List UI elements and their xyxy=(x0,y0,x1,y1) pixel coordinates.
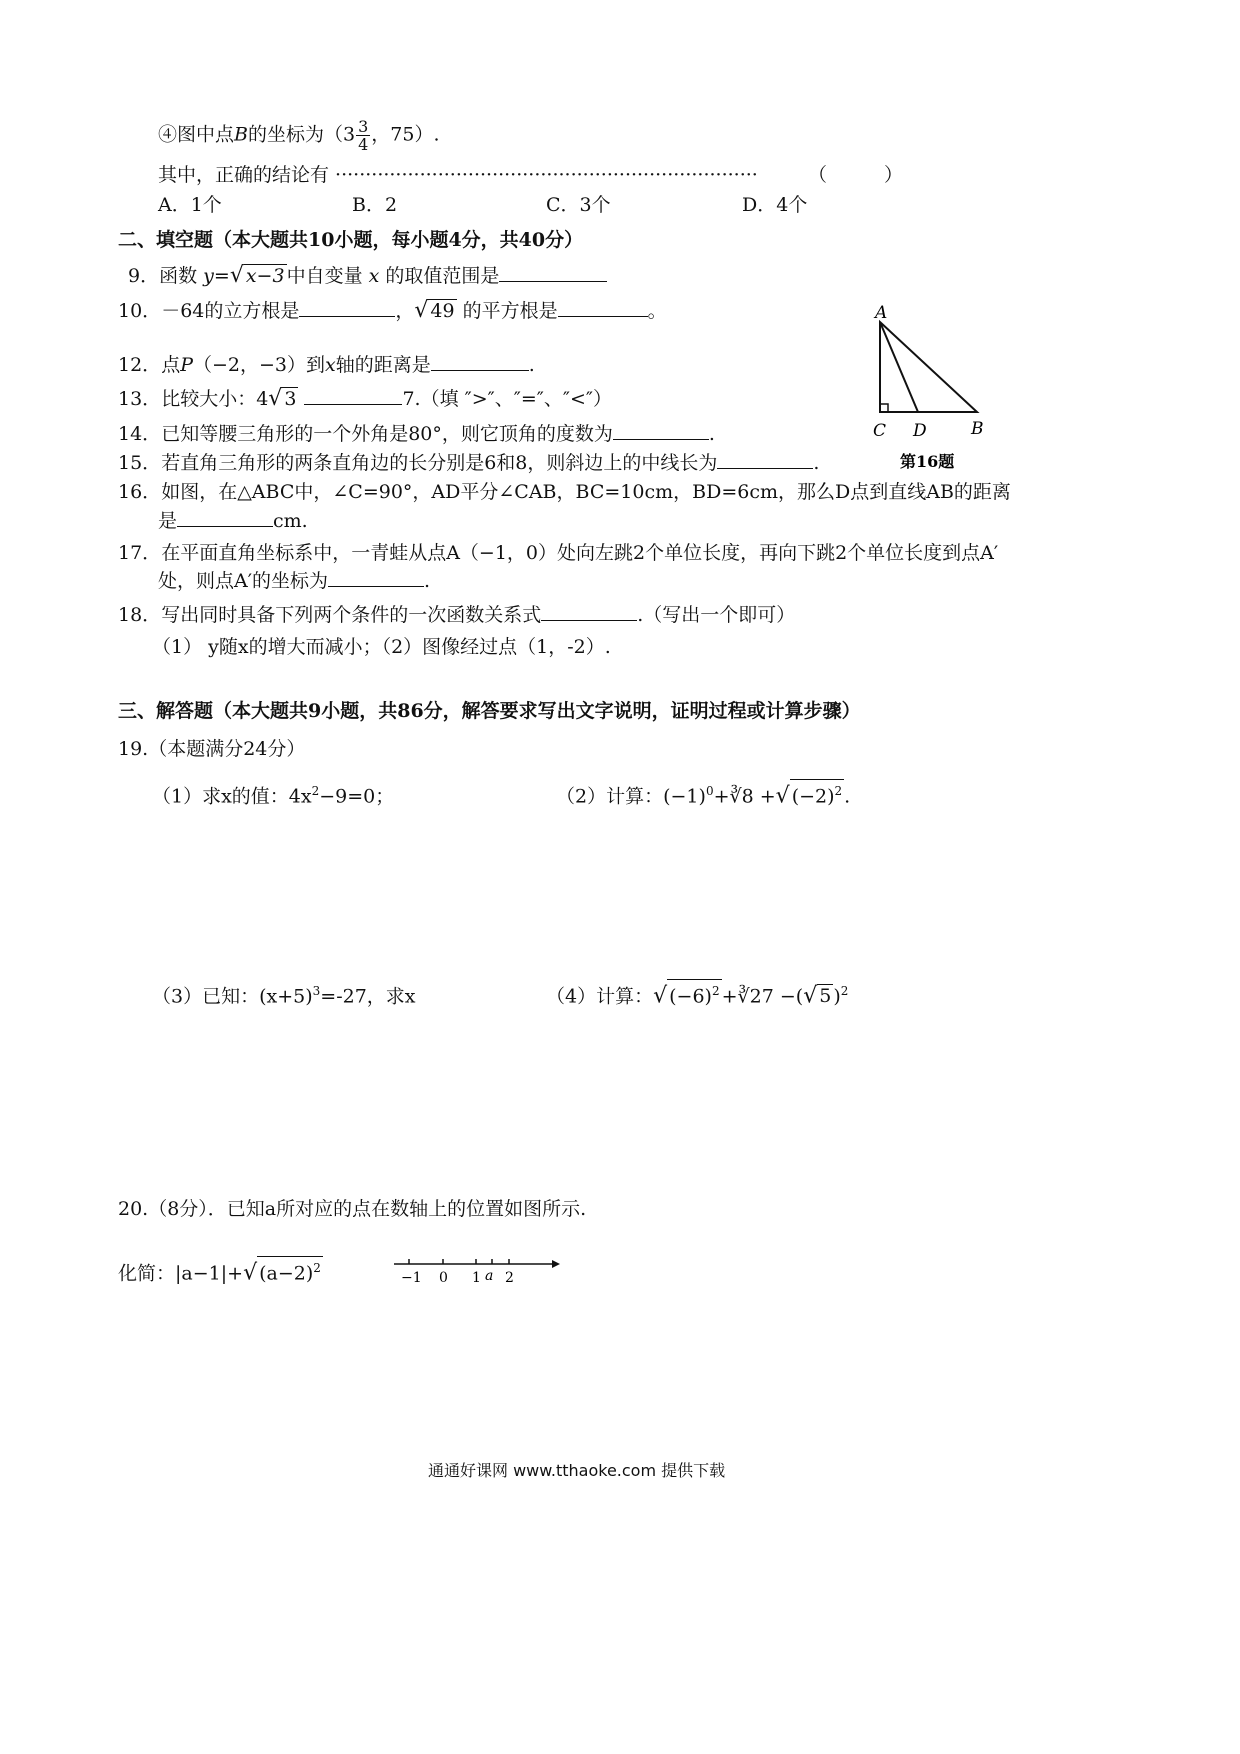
bisector-ad xyxy=(880,322,918,412)
question-15: 15．若直角三角形的两条直角边的长分别是6和8，则斜边上的中线长为 . xyxy=(118,452,820,474)
answer-blank[interactable] xyxy=(613,421,709,440)
figure-caption: 第16题 xyxy=(900,452,955,471)
answer-blank[interactable] xyxy=(499,263,607,282)
question-12: 12．点P（−2，−3）到x轴的距离是 . xyxy=(118,354,535,376)
question-18: 18．写出同时具备下列两个条件的一次函数关系式 .（写出一个即可） xyxy=(118,604,796,626)
q19-part2: （2）计算：$(-1)^0+∛8$ +√ $(-2)^2$ . xyxy=(556,778,850,809)
question-10: 10．－64的立方根是 ，√ 49 的平方根是 。 xyxy=(118,298,667,323)
q19-part1: （1）求x的值：$4x^2-9=0$； xyxy=(152,784,395,808)
question-18-conditions: （1） y随x的增大而减小；（2）图像经过点（1，-2）. xyxy=(152,636,611,658)
label-b: B xyxy=(971,419,984,439)
label-c: C xyxy=(873,421,887,441)
q19-part3: （3）已知：$(x+5)^3=-27$，求x xyxy=(152,984,416,1008)
right-angle-mark xyxy=(880,404,888,412)
question-19-head: 19.（本题满分24分） xyxy=(118,738,306,760)
question-20-expression: 化简：|a−1|+√ $(a-2)^2$ xyxy=(118,1256,323,1286)
number-line xyxy=(392,1250,562,1290)
section2-title: 二、填空题（本大题共10小题，每小题4分，共40分） xyxy=(118,229,584,251)
option-d: D．4个 xyxy=(742,194,808,216)
label-d: D xyxy=(913,421,927,441)
axis-label-1: 1 xyxy=(472,1270,481,1286)
question-17-line1: 17．在平面直角坐标系中，一青蛙从点A（−1，0）处向左跳2个单位长度，再向下跳2个单位长度到点A′ xyxy=(118,542,999,564)
label-a: A xyxy=(875,303,888,323)
axis-label-2: 2 xyxy=(505,1270,514,1286)
answer-paren: （ ） xyxy=(808,164,904,186)
question-16-line1: 16．如图，在△ABC中，∠C=90°，AD平分∠CAB，BC=10cm，BD=6cm，那么D点到直线AB的距离 xyxy=(118,481,1011,503)
option-c: C．3个 xyxy=(546,194,611,216)
q8-item4: ④图中点B的坐标为（3 $\frac{3}{4}$ ，75）. xyxy=(158,117,440,154)
answer-blank[interactable] xyxy=(177,508,273,527)
footer-text: 通通好课网 www.tthaoke.com 提供下载 xyxy=(428,1461,726,1480)
triangle-figure-16 xyxy=(860,300,1000,480)
question-17-line2: 处，则点A′的坐标为 . xyxy=(158,570,431,592)
axis-label-a: a xyxy=(485,1268,494,1284)
question-14: 14．已知等腰三角形的一个外角是80°，则它顶角的度数为 . xyxy=(118,423,715,445)
q19-part4: （4）计算：√ $(-6)^2$ +∛27 −(√ 5 )$^2$ xyxy=(546,978,848,1009)
answer-blank[interactable] xyxy=(299,298,395,317)
question-9: 9．函数 y=√ x−3 中自变量 x 的取值范围是 xyxy=(128,263,607,289)
axis-label-0: 0 xyxy=(439,1270,448,1286)
question-16-line2: 是 cm. xyxy=(158,510,308,532)
fraction: $\frac{3}{4}$ xyxy=(358,117,369,154)
section3-title: 三、解答题（本大题共9小题，共86分，解答要求写出文字说明，证明过程或计算步骤） xyxy=(118,700,861,722)
question-20-head: 20.（8分）．已知a所对应的点在数轴上的位置如图所示. xyxy=(118,1198,587,1220)
q8-stem: 其中，正确的结论有 ······································································ xyxy=(158,164,758,186)
option-a: A．1个 xyxy=(158,194,222,216)
arrow-icon xyxy=(552,1260,560,1268)
answer-blank[interactable] xyxy=(717,450,813,469)
axis-label-neg1: −1 xyxy=(401,1270,422,1286)
answer-blank[interactable] xyxy=(328,568,424,587)
answer-blank[interactable] xyxy=(431,352,529,371)
answer-blank[interactable] xyxy=(541,602,637,621)
question-13: 13．比较大小：4√ 3 7.（填 ″>″、″=″、″<″） xyxy=(118,386,612,411)
answer-blank[interactable] xyxy=(558,298,648,317)
answer-blank[interactable] xyxy=(304,386,402,405)
option-b: B．2 xyxy=(352,194,398,216)
